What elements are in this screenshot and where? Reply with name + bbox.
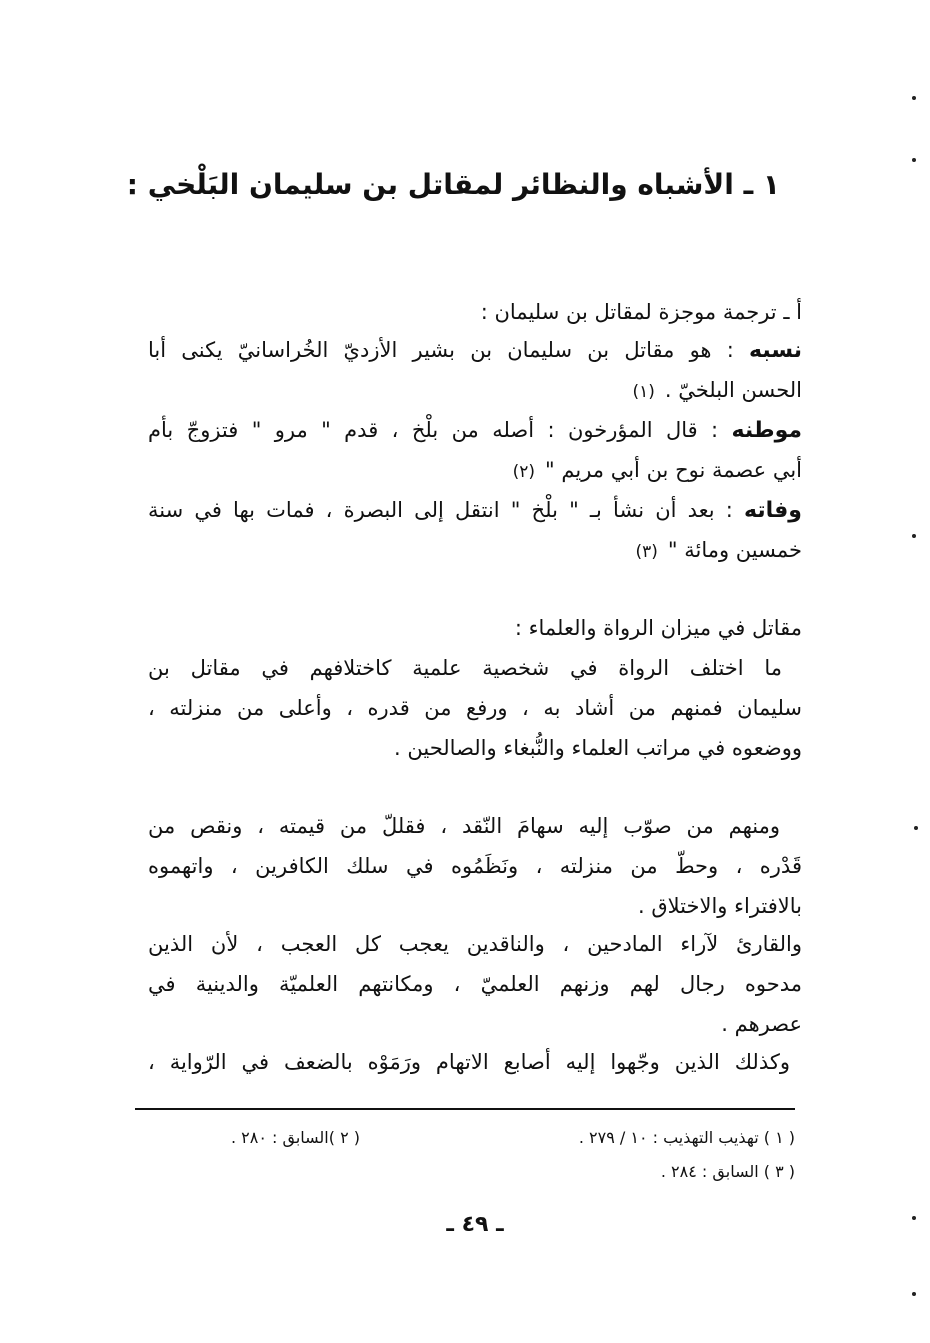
nasab-line-1	[148, 332, 802, 369]
wafat-text-2: خمسين ومائة "	[667, 538, 802, 562]
section-a-heading: أ ـ ترجمة موجزة لمقاتل بن سليمان :	[480, 300, 802, 324]
nasab-line-2	[632, 372, 802, 410]
paragraph-3-line-1: والقارئ لآراء المادحين ، والناقدين يعجب كل العجب ، لأن الذين	[148, 932, 802, 956]
mawtin-line-2	[513, 452, 802, 490]
paragraph-1-line-1: ما اختلف الرواة في شخصية علمية كاختلافهم في مقاتل بن	[148, 656, 782, 680]
wafat-label: وفاته	[744, 498, 802, 523]
scan-speck	[912, 1216, 916, 1220]
footnote-ref-1: (١)	[632, 382, 655, 402]
chapter-title: ١ ـ الأشباه والنظائر لمقاتل بن سليمان البَلْخي :	[126, 168, 780, 201]
footnote-ref-3: (٣)	[635, 542, 658, 562]
footnote-2: ( ٢ )السابق : ٢٨٠ .	[230, 1128, 360, 1147]
mawtin-label: موطنه	[731, 418, 802, 443]
paragraph-2-line-2: قَدْره ، وحطّ من منزلته ، ونَظَمُوه في سلك الكافرين ، واتهموه	[148, 854, 802, 878]
paragraph-3-line-2: مدحوه رجال لهم وزنهم العلميّ ، ومكانتهم العلميّة والدينية في	[148, 972, 802, 996]
wafat-line-2	[635, 532, 802, 570]
footnote-ref-2: (٢)	[512, 462, 536, 482]
paragraph-1-line-2: سليمان فمنهم من أشاد به ، ورفع من قدره ، وأعلى من منزلته ،	[148, 696, 802, 720]
footnote-3: ( ٣ ) السابق : ٢٨٤ .	[660, 1162, 795, 1181]
scan-speck	[914, 826, 918, 830]
wafat-text-1: : بعد أن نشأ بـ " بلْخ " انتقل إلى البصرة ، فمات بها في سنة	[148, 498, 733, 522]
scan-speck	[912, 534, 916, 538]
scan-speck	[912, 1292, 916, 1296]
scan-speck	[912, 158, 916, 162]
footnote-1: ( ١ ) تهذيب التهذيب : ١٠ / ٢٧٩ .	[578, 1128, 795, 1147]
nasab-text-1: : هو مقاتل بن سليمان بن بشير الأزديّ الخُراسانيّ يكنى أبا	[148, 338, 734, 362]
page-number: ـ ٤٩ ـ	[446, 1212, 504, 1237]
paragraph-2-line-3: بالافتراء والاختلاق .	[637, 894, 802, 918]
paragraph-4-line-1: وكذلك الذين وجّهوا إليه أصابع الاتهام ورَمَوْه بالضعف في الرّواية ،	[148, 1050, 790, 1074]
mawtin-line-1	[148, 412, 802, 449]
wafat-line-1	[148, 492, 802, 529]
paragraph-3-line-3: عصرهم .	[721, 1012, 802, 1036]
paragraph-2-line-1: ومنهم من صوّب إليه سهامَ النّقد ، فقللّ من قيمته ، ونقص من	[148, 814, 780, 838]
paragraph-1-line-3: ووضعوه في مراتب العلماء والنُّبغاء والصالحين .	[394, 736, 802, 760]
nasab-text-2: الحسن البلخيّ .	[664, 378, 802, 402]
scan-speck	[912, 96, 916, 100]
mawtin-text-2: أبي عصمة نوح بن أبي مريم "	[545, 458, 802, 482]
mawtin-text-1: : قال المؤرخون : أصله من بلْخ ، قدم " مرو " فتزوجّ بأم	[148, 418, 719, 442]
nasab-label: نسبه	[749, 338, 802, 363]
section-b-heading: مقاتل في ميزان الرواة والعلماء :	[514, 616, 802, 640]
footnote-separator	[135, 1108, 795, 1110]
